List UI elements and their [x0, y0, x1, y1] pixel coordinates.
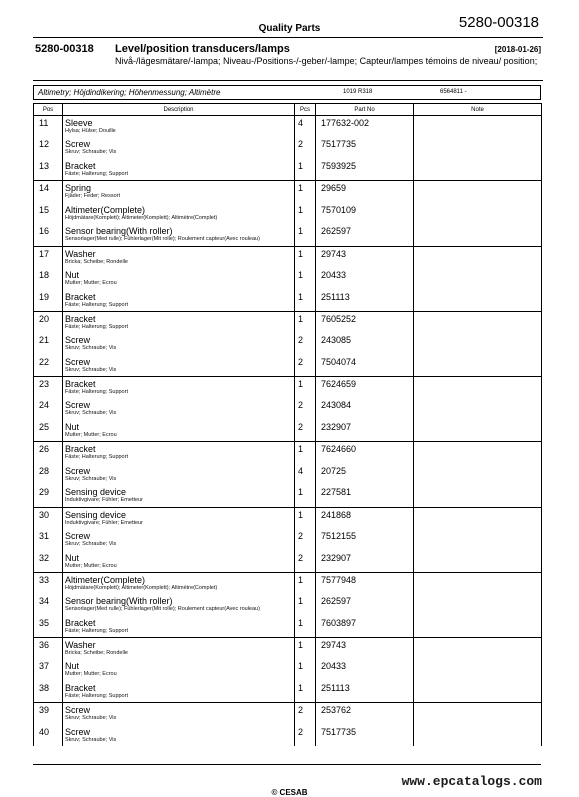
row-pcs: 2	[295, 355, 316, 377]
row-description	[63, 703, 295, 725]
row-description	[63, 203, 295, 225]
row-description	[63, 420, 295, 442]
document-date: [2018-01-26]	[494, 45, 541, 54]
row-part-no: 29743	[316, 246, 414, 268]
row-pcs: 2	[295, 551, 316, 573]
part-translations: Fjäder; Feder; Ressort	[65, 193, 121, 200]
row-pos: 18	[34, 268, 63, 290]
table-row	[34, 529, 542, 551]
row-note	[414, 551, 542, 573]
row-part-no: 7593925	[316, 159, 414, 181]
row-note	[414, 485, 542, 507]
part-translations: Mutter; Mutter; Ecrou	[65, 562, 117, 569]
row-note	[414, 355, 542, 377]
row-part-no: 7603897	[316, 616, 414, 638]
table-row	[34, 725, 542, 747]
part-translations: Fäste; Halterung; Support	[65, 323, 128, 330]
part-translations: Mutter; Mutter; Ecrou	[65, 671, 117, 678]
part-translations: Skruv; Schraube; Vis	[65, 345, 117, 351]
row-part-no: 29659	[316, 181, 414, 203]
row-part-no: 29743	[316, 638, 414, 660]
footer-url: www.epcatalogs.com	[401, 774, 542, 789]
row-note	[414, 725, 542, 747]
row-note	[414, 159, 542, 181]
table-bottom-border	[33, 764, 541, 765]
row-pos: 37	[34, 659, 63, 681]
row-part-no: 7624659	[316, 377, 414, 399]
row-description	[63, 551, 295, 573]
row-part-no: 262597	[316, 224, 414, 246]
part-translations: Sensorlager(Med rulle); Fühlerlager(Mit rolle); Roulement capteur(Avec rouleau)	[65, 606, 260, 612]
row-pos: 25	[34, 420, 63, 442]
row-pcs: 1	[295, 485, 316, 507]
row-pcs: 1	[295, 594, 316, 616]
row-pcs: 1	[295, 507, 316, 529]
row-pos: 20	[34, 311, 63, 333]
row-description	[63, 311, 295, 333]
row-note	[414, 703, 542, 725]
part-name: Sensing device	[65, 487, 127, 498]
row-pos: 11	[34, 116, 63, 138]
row-note	[414, 246, 542, 268]
part-name: Bracket	[65, 379, 96, 389]
table-row	[34, 507, 542, 529]
row-pos: 22	[34, 355, 63, 377]
table-row	[34, 137, 542, 159]
row-part-no: 232907	[316, 551, 414, 573]
row-pos: 39	[34, 703, 63, 725]
part-name: Sleeve	[65, 118, 93, 128]
part-translations: Skruv; Schraube; Vis	[65, 366, 117, 373]
row-pcs: 1	[295, 377, 316, 399]
part-name: Nut	[65, 552, 80, 563]
row-part-no: 251113	[316, 681, 414, 703]
part-translations: Höjdmätare(Komplett); Altimeter(Komplett); Altimètre(Complet)	[65, 584, 218, 591]
part-translations: Fäste; Halterung; Support	[65, 627, 128, 634]
part-name: Screw	[65, 705, 91, 716]
part-name: Screw	[65, 335, 91, 345]
group-reference: 1019 R318	[343, 89, 373, 95]
row-description	[63, 333, 295, 355]
row-pcs: 1	[295, 681, 316, 703]
row-description	[63, 268, 295, 290]
row-pos: 23	[34, 377, 63, 399]
table-row	[34, 290, 542, 312]
part-name: Sensor bearing(With roller)	[65, 226, 173, 237]
row-note	[414, 507, 542, 529]
page-header-code: 5280-00318	[458, 14, 539, 31]
part-translations: Fäste; Halterung; Support	[65, 693, 128, 699]
row-description	[63, 529, 295, 551]
table-row	[34, 616, 542, 638]
row-note	[414, 681, 542, 703]
row-description	[63, 290, 295, 312]
row-pcs: 1	[295, 442, 316, 464]
row-part-no: 7624660	[316, 442, 414, 464]
part-name: Bracket	[65, 313, 96, 324]
document-subtitle: Nivå-/lägesmätare/-lampa; Niveau-/Positions-/-geber/-lampe; Capteur/lampes témoins de niveau/ position;	[115, 56, 538, 66]
group-serial-range: 6564811 -	[440, 89, 467, 95]
table-row	[34, 398, 542, 420]
row-part-no: 177632-002	[316, 116, 414, 138]
part-name: Altimeter(Complete)	[65, 204, 146, 215]
row-pos: 26	[34, 442, 63, 464]
row-description	[63, 572, 295, 594]
row-note	[414, 224, 542, 246]
row-pcs: 2	[295, 529, 316, 551]
part-translations: Fäste; Halterung; Support	[65, 454, 128, 461]
row-pcs: 1	[295, 616, 316, 638]
row-pos: 19	[34, 290, 63, 312]
row-description	[63, 181, 295, 203]
row-note	[414, 181, 542, 203]
row-pos: 13	[34, 159, 63, 181]
row-note	[414, 398, 542, 420]
table-row	[34, 246, 542, 268]
part-translations: Skruv; Schraube; Vis	[65, 715, 117, 722]
row-description	[63, 355, 295, 377]
row-note	[414, 203, 542, 225]
row-description	[63, 137, 295, 159]
table-row	[34, 659, 542, 681]
row-pcs: 1	[295, 638, 316, 660]
part-translations: Mutter; Mutter; Ecrou	[65, 432, 117, 438]
row-pos: 15	[34, 203, 63, 225]
row-note	[414, 638, 542, 660]
row-pos: 17	[34, 246, 63, 268]
row-pos: 29	[34, 485, 63, 507]
table-row	[34, 464, 542, 486]
table-row	[34, 333, 542, 355]
row-pos: 21	[34, 333, 63, 355]
page-header-title: Quality Parts	[258, 23, 321, 34]
row-pcs: 1	[295, 572, 316, 594]
part-translations: Hylsa; Hülse; Douille	[65, 128, 116, 134]
row-note	[414, 594, 542, 616]
title-divider	[33, 80, 543, 81]
row-part-no: 20433	[316, 659, 414, 681]
row-description	[63, 377, 295, 399]
part-name: Spring	[65, 183, 92, 194]
part-translations: Skruv; Schraube; Vis	[65, 540, 117, 547]
row-pos: 30	[34, 507, 63, 529]
column-header-pos: Pos	[34, 104, 63, 116]
parts-table-body	[34, 116, 542, 747]
row-note	[414, 442, 542, 464]
row-pcs: 2	[295, 420, 316, 442]
row-note	[414, 137, 542, 159]
column-header-pcs: Pcs	[295, 104, 316, 116]
row-part-no: 20433	[316, 268, 414, 290]
row-pcs: 2	[295, 725, 316, 747]
part-name: Nut	[65, 422, 80, 432]
row-part-no: 7570109	[316, 203, 414, 225]
row-note	[414, 311, 542, 333]
row-part-no: 20725	[316, 464, 414, 486]
table-row	[34, 181, 542, 203]
table-row	[34, 703, 542, 725]
part-name: Bracket	[65, 291, 96, 302]
row-description	[63, 246, 295, 268]
row-pcs: 2	[295, 703, 316, 725]
row-pcs: 1	[295, 311, 316, 333]
row-pcs: 1	[295, 290, 316, 312]
document-code: 5280-00318	[35, 43, 94, 55]
row-description	[63, 507, 295, 529]
column-header-part-no: Part No	[316, 104, 414, 116]
row-description	[63, 725, 295, 747]
row-description	[63, 116, 295, 138]
row-pos: 33	[34, 572, 63, 594]
row-part-no: 253762	[316, 703, 414, 725]
part-name: Screw	[65, 139, 91, 150]
row-pos: 31	[34, 529, 63, 551]
table-row	[34, 420, 542, 442]
row-description	[63, 159, 295, 181]
row-note	[414, 529, 542, 551]
row-pcs: 1	[295, 659, 316, 681]
column-header-description: Description	[63, 104, 295, 116]
part-name: Bracket	[65, 444, 96, 455]
part-translations: Fäste; Halterung; Support	[65, 301, 128, 308]
row-note	[414, 616, 542, 638]
row-pcs: 1	[295, 159, 316, 181]
table-row	[34, 377, 542, 399]
row-note	[414, 572, 542, 594]
part-name: Screw	[65, 356, 91, 367]
part-translations: Fäste; Halterung; Support	[65, 171, 128, 177]
row-part-no: 241868	[316, 507, 414, 529]
part-name: Screw	[65, 726, 91, 737]
table-row	[34, 485, 542, 507]
row-part-no: 7517735	[316, 725, 414, 747]
row-description	[63, 594, 295, 616]
row-description	[63, 485, 295, 507]
row-description	[63, 638, 295, 660]
part-translations: Sensorlager(Med rulle); Fühlerlager(Mit rolle); Roulement capteur(Avec rouleau)	[65, 236, 260, 243]
row-pos: 14	[34, 181, 63, 203]
row-pcs: 4	[295, 116, 316, 138]
row-note	[414, 333, 542, 355]
row-pos: 40	[34, 725, 63, 747]
row-pcs: 1	[295, 224, 316, 246]
table-row	[34, 159, 542, 181]
table-row	[34, 355, 542, 377]
table-row	[34, 203, 542, 225]
row-part-no: 251113	[316, 290, 414, 312]
part-name: Screw	[65, 400, 91, 411]
table-row	[34, 442, 542, 464]
row-description	[63, 659, 295, 681]
part-translations: Höjdmätare(Komplett); Altimeter(Komplett); Altimètre(Complet)	[65, 214, 218, 221]
part-name: Screw	[65, 465, 91, 476]
row-description	[63, 398, 295, 420]
row-part-no: 7605252	[316, 311, 414, 333]
row-pcs: 2	[295, 398, 316, 420]
table-row	[34, 224, 542, 246]
row-pcs: 1	[295, 203, 316, 225]
row-pcs: 4	[295, 464, 316, 486]
part-translations: Skruv; Schraube; Vis	[65, 475, 117, 482]
part-name: Washer	[65, 640, 96, 650]
row-description	[63, 681, 295, 703]
row-pcs: 2	[295, 333, 316, 355]
parts-table-header	[34, 104, 542, 116]
part-name: Sensor bearing(With roller)	[65, 596, 173, 606]
table-row	[34, 594, 542, 616]
row-pcs: 1	[295, 181, 316, 203]
part-name: Bracket	[65, 161, 96, 171]
row-part-no: 262597	[316, 594, 414, 616]
row-pos: 16	[34, 224, 63, 246]
part-translations: Skruv; Schraube; Vis	[65, 736, 117, 743]
row-pos: 34	[34, 594, 63, 616]
header-divider	[33, 37, 543, 38]
group-title: Altimetry; Höjdindikering; Höhenmessung; Altimètre	[38, 88, 221, 97]
row-part-no: 7512155	[316, 529, 414, 551]
table-row	[34, 311, 542, 333]
part-translations: Fäste; Halterung; Support	[65, 389, 128, 395]
row-note	[414, 420, 542, 442]
footer-logo: © CESAB	[271, 788, 308, 797]
row-description	[63, 442, 295, 464]
row-part-no: 227581	[316, 485, 414, 507]
part-translations: Skruv; Schraube; Vis	[65, 149, 117, 156]
part-translations: Bricka; Scheibe; Rondelle	[65, 650, 128, 656]
table-row	[34, 551, 542, 573]
row-note	[414, 116, 542, 138]
part-translations: Skruv; Schraube; Vis	[65, 410, 117, 417]
part-name: Bracket	[65, 683, 96, 693]
part-name: Screw	[65, 530, 91, 541]
row-description	[63, 616, 295, 638]
column-header-note: Note	[414, 104, 542, 116]
row-part-no: 232907	[316, 420, 414, 442]
row-pos: 24	[34, 398, 63, 420]
row-part-no: 7504074	[316, 355, 414, 377]
row-note	[414, 377, 542, 399]
row-part-no: 7517735	[316, 137, 414, 159]
part-name: Altimeter(Complete)	[65, 574, 146, 585]
row-pcs: 1	[295, 246, 316, 268]
table-row	[34, 638, 542, 660]
row-pos: 35	[34, 616, 63, 638]
table-row	[34, 572, 542, 594]
row-description	[63, 224, 295, 246]
part-name: Nut	[65, 269, 80, 280]
row-pos: 36	[34, 638, 63, 660]
part-translations: Mutter; Mutter; Ecrou	[65, 279, 117, 286]
part-translations: Induktivgivare; Fühler; Emetteur	[65, 497, 143, 504]
part-translations: Induktivgivare; Fühler; Emetteur	[65, 519, 143, 526]
part-name: Washer	[65, 248, 96, 259]
row-pos: 12	[34, 137, 63, 159]
part-translations: Bricka; Scheibe; Rondelle	[65, 258, 128, 265]
part-name: Nut	[65, 661, 80, 672]
part-name: Sensing device	[65, 509, 127, 520]
row-note	[414, 268, 542, 290]
document-title: Level/position transducers/lamps	[115, 43, 290, 55]
row-pos: 38	[34, 681, 63, 703]
row-part-no: 243084	[316, 398, 414, 420]
part-name: Bracket	[65, 617, 96, 628]
row-part-no: 7577948	[316, 572, 414, 594]
row-pcs: 1	[295, 268, 316, 290]
parts-table	[33, 103, 542, 746]
row-part-no: 243085	[316, 333, 414, 355]
row-note	[414, 464, 542, 486]
row-pcs: 2	[295, 137, 316, 159]
row-pos: 32	[34, 551, 63, 573]
table-row	[34, 268, 542, 290]
row-note	[414, 659, 542, 681]
row-pos: 28	[34, 464, 63, 486]
row-description	[63, 464, 295, 486]
table-row	[34, 681, 542, 703]
row-note	[414, 290, 542, 312]
table-row	[34, 116, 542, 138]
